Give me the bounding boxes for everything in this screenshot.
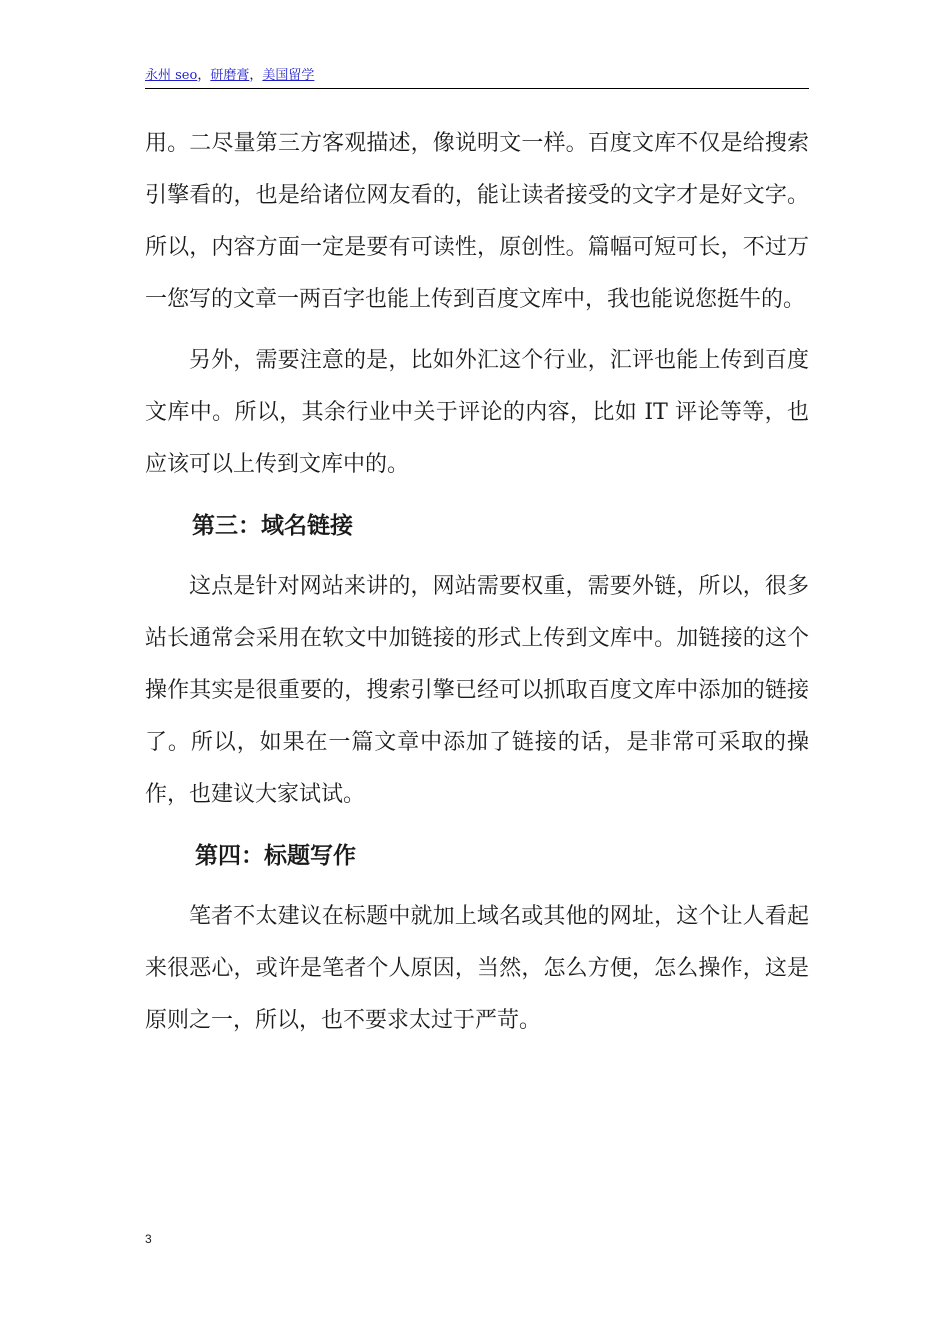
header-link-study-in-us[interactable]: 美国留学 xyxy=(262,68,315,83)
paragraph-3: 这点是针对网站来讲的，网站需要权重，需要外链，所以，很多站长通常会采用在软文中加链接的形式上传到文库中。加链接的这个操作其实是很重要的，搜索引擎已经可以抓取百度文库中添加的链接了。所以，如果在一篇文章中添加了链接的话，是非常可采取的操作，也建议大家试试。 xyxy=(145,574,809,807)
header-separator: ， xyxy=(249,68,263,83)
header-link-yongzhou-seo[interactable]: 永州 seo xyxy=(145,68,198,83)
paragraph-4: 笔者不太建议在标题中就加上域名或其他的网址，这个让人看起来很恶心，或许是笔者个人原因，当然，怎么方便，怎么操作，这是原则之一，所以，也不要求太过于严苛。 xyxy=(145,904,809,1033)
header-link-grinding-paste[interactable]: 研磨膏 xyxy=(210,68,250,83)
section-heading-domain-links: 第三：域名链接 xyxy=(192,513,353,539)
document-body xyxy=(145,118,809,1047)
header-separator: ， xyxy=(197,68,211,83)
paragraph-1: 用。二尽量第三方客观描述，像说明文一样。百度文库不仅是给搜索引擎看的，也是给诸位网友看的，能让读者接受的文字才是好文字。所以，内容方面一定是要有可读性，原创性。篇幅可短可长，不过万一您写的文章一两百字也能上传到百度文库中，我也能说您挺牛的。 xyxy=(145,131,809,312)
page-number: 3 xyxy=(145,1232,152,1246)
page-header xyxy=(145,66,809,89)
section-heading-title-writing: 第四：标题写作 xyxy=(195,843,356,869)
paragraph-2: 另外，需要注意的是，比如外汇这个行业，汇评也能上传到百度文库中。所以，其余行业中关于评论的内容，比如 IT 评论等等，也应该可以上传到文库中的。 xyxy=(145,348,809,477)
